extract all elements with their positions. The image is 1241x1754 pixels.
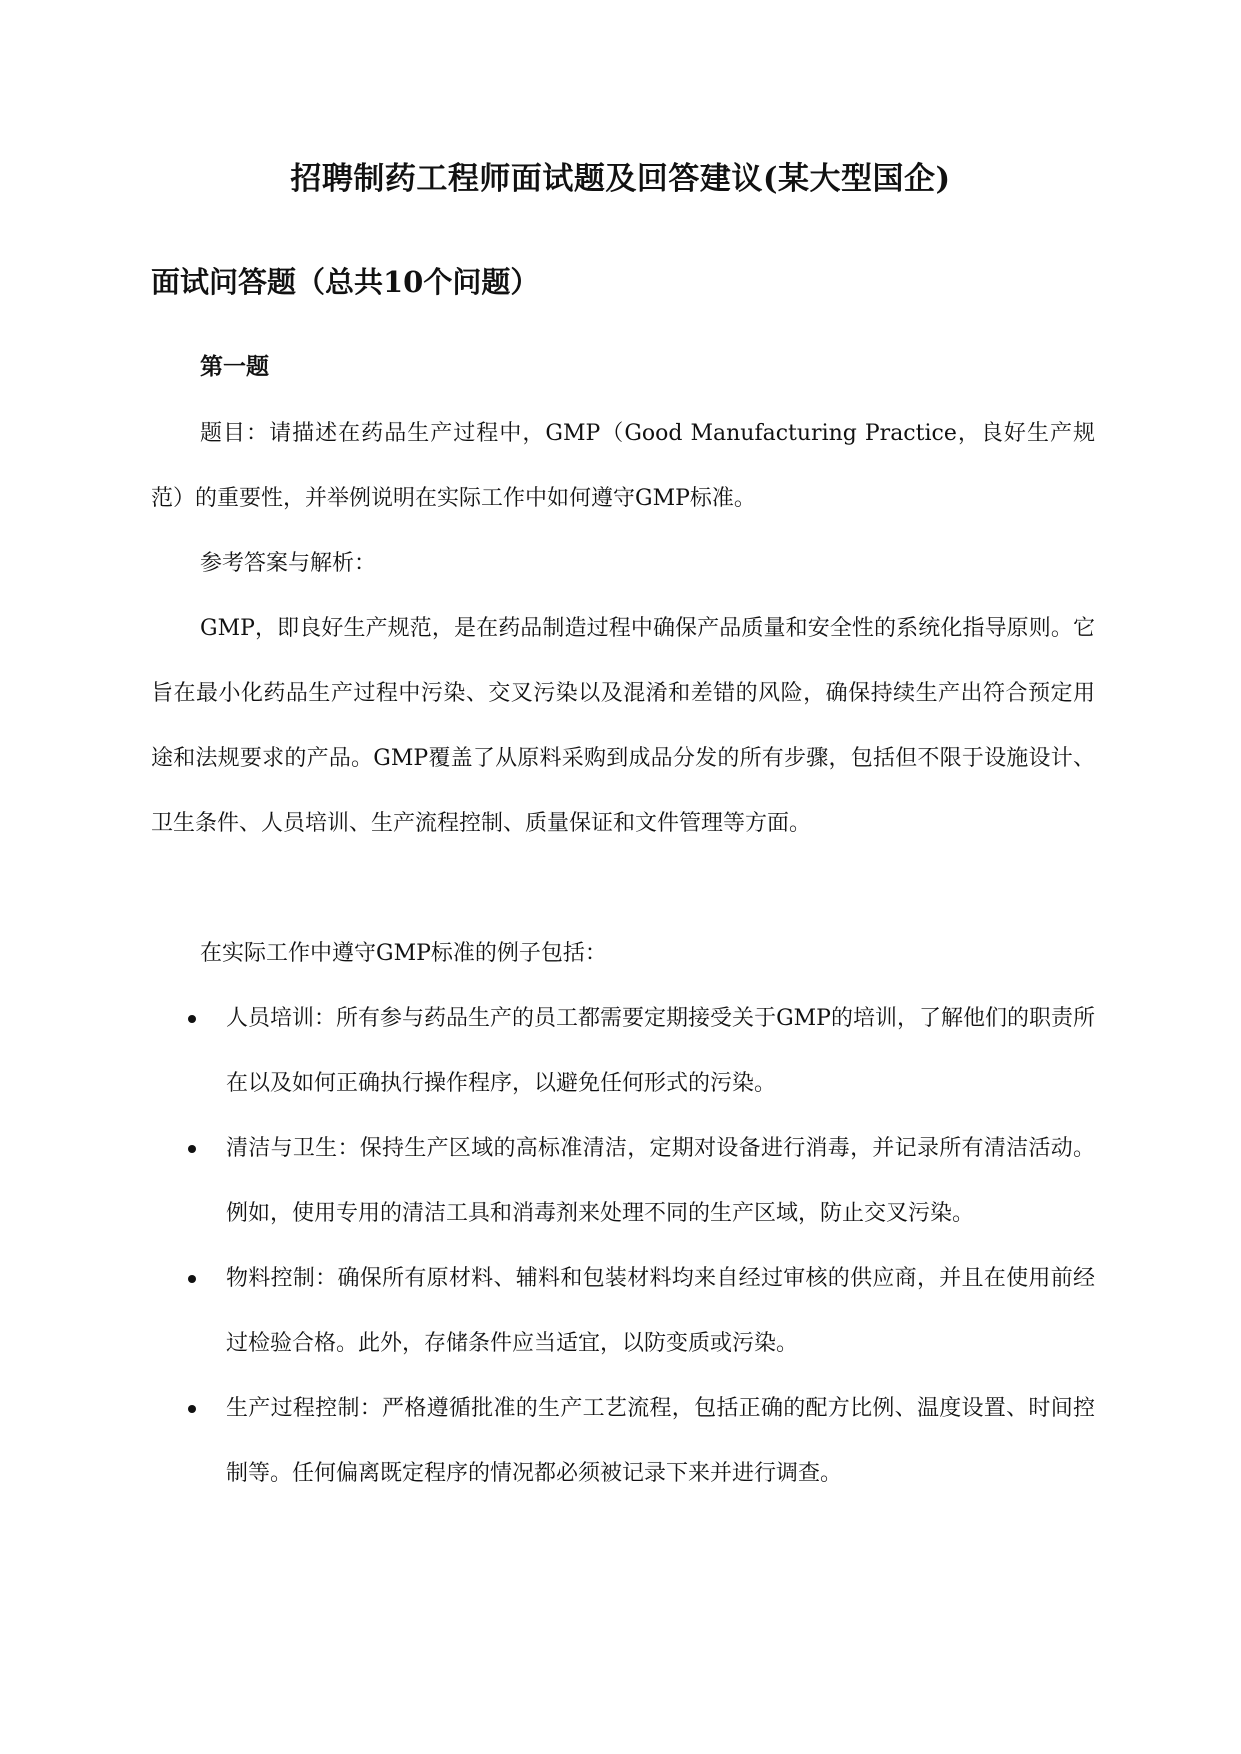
- examples-list: [151, 986, 1095, 1506]
- list-item-text: 生产过程控制：严格遵循批准的生产工艺流程，包括正确的配方比例、温度设置、时间控制等。任何偏离既定程序的情况都必须被记录下来并进行调查。: [226, 1396, 1095, 1486]
- list-item-text: 物料控制：确保所有原材料、辅料和包装材料均来自经过审核的供应商，并且在使用前经过检验合格。此外，存储条件应当适宜，以防变质或污染。: [226, 1266, 1095, 1356]
- question-text: 题目：请描述在药品生产过程中，GMP（Good Manufacturing Practice，良好生产规范）的重要性，并举例说明在实际工作中如何遵守GMP标准。: [151, 421, 1095, 511]
- list-item-text: 人员培训：所有参与药品生产的员工都需要定期接受关于GMP的培训，了解他们的职责所在以及如何正确执行操作程序，以避免任何形式的污染。: [226, 1006, 1095, 1096]
- answer-body: GMP，即良好生产规范，是在药品制造过程中确保产品质量和安全性的系统化指导原则。它旨在最小化药品生产过程中污染、交叉污染以及混淆和差错的风险，确保持续生产出符合预定用途和法规要求的产品。GMP覆盖了从原料采购到成品分发的所有步骤，包括但不限于设施设计、卫生条件、人员培训、生产流程控制、质量保证和文件管理等方面。: [151, 616, 1095, 836]
- bullet-icon: [188, 1405, 196, 1413]
- bullet-icon: [188, 1015, 196, 1023]
- list-item: [151, 1246, 1095, 1376]
- list-item: [151, 986, 1095, 1116]
- list-item: [151, 1376, 1095, 1506]
- examples-intro: 在实际工作中遵守GMP标准的例子包括：: [200, 941, 607, 966]
- document-title: 招聘制药工程师面试题及回答建议(某大型国企): [290, 161, 951, 197]
- answer-label: 参考答案与解析：: [200, 551, 377, 576]
- section-heading: 面试问答题（总共10个问题）: [151, 265, 540, 299]
- question-label: 第一题: [200, 353, 269, 380]
- list-item: [151, 1116, 1095, 1246]
- bullet-icon: [188, 1145, 196, 1153]
- bullet-icon: [188, 1275, 196, 1283]
- list-item-text: 清洁与卫生：保持生产区域的高标准清洁，定期对设备进行消毒，并记录所有清洁活动。例如，使用专用的清洁工具和消毒剂来处理不同的生产区域，防止交叉污染。: [226, 1136, 1095, 1226]
